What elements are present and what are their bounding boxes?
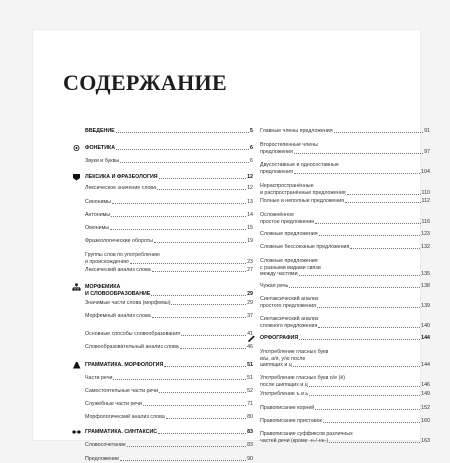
toc-page-number: 110 — [421, 189, 430, 196]
toc-page-number: 5 — [250, 128, 253, 134]
toc-entry-title: Словосочетание — [85, 442, 126, 448]
toc-entry-title: ВВЕДЕНИЕ — [85, 128, 115, 134]
toc-section-entry[interactable] — [85, 429, 253, 436]
toc-entry-title: Звуки и буквы — [85, 158, 120, 164]
toc-entry[interactable] — [260, 391, 430, 398]
toc-entry-title: Чужая речь — [260, 283, 289, 289]
dot-leader — [164, 366, 246, 367]
toc-page-number: 15 — [247, 225, 253, 231]
toc-entry-title-line: Двусоставные и односоставные — [260, 162, 339, 168]
morphemics-icon — [72, 283, 81, 291]
toc-entry-title-line: Синтаксический анализ — [260, 316, 319, 322]
toc-entry-title: ЛЕКСИКА И ФРАЗЕОЛОГИЯ — [85, 174, 158, 180]
toc-entry[interactable] — [260, 418, 430, 425]
toc-entry[interactable] — [85, 442, 253, 449]
toc-entry[interactable] — [260, 375, 430, 388]
toc-entry[interactable] — [85, 199, 253, 206]
toc-page-number: 13 — [247, 199, 253, 205]
toc-page-number: 83 — [247, 429, 253, 435]
toc-entry-title: Правописание корней — [260, 405, 315, 411]
toc-entry-title: Предложение — [85, 456, 120, 462]
toc-page-number: 27 — [247, 267, 253, 273]
toc-entry[interactable] — [85, 300, 253, 307]
toc-entry-title: предложения — [260, 168, 294, 175]
toc-entry[interactable] — [85, 456, 253, 463]
dot-leader — [289, 287, 420, 288]
dot-leader — [329, 442, 420, 443]
toc-page-number: 6 — [250, 145, 253, 151]
toc-page-number: 138 — [421, 283, 430, 289]
toc-entry[interactable] — [85, 375, 253, 382]
toc-entry[interactable] — [85, 225, 253, 232]
toc-entry-title: простое предложение — [260, 218, 315, 225]
toc-entry[interactable] — [260, 316, 430, 329]
toc-entry[interactable] — [260, 162, 430, 175]
phonetics-icon — [72, 144, 81, 152]
toc-entry-title-line: Второстепенные члены — [260, 142, 318, 148]
toc-page-number: 135 — [421, 271, 430, 278]
toc-entry-title: Самостоятельные части речи — [85, 388, 159, 394]
toc-entry[interactable] — [85, 185, 253, 192]
toc-entry-title-line: Употребление гласных букв о/е (ё) — [260, 375, 346, 381]
toc-entry-title: Основные способы словообразования — [85, 331, 181, 337]
toc-section-entry[interactable] — [260, 335, 430, 342]
toc-entry-title: между частями — [260, 271, 298, 278]
toc-page-number: 71 — [247, 401, 253, 407]
toc-entry[interactable] — [260, 283, 430, 290]
toc-page-number: 139 — [421, 302, 430, 309]
toc-entry-title: Лексический анализ слова — [85, 267, 151, 273]
dot-leader — [294, 153, 423, 154]
toc-page-number: 144 — [421, 335, 430, 341]
dot-leader — [111, 216, 246, 217]
toc-entry-title: шипящих и ц — [260, 362, 292, 369]
toc-page-number: 160 — [421, 418, 430, 424]
toc-entry-title-line: Осложнённое — [260, 212, 294, 218]
toc-entry-title: сложного предложения — [260, 322, 318, 329]
toc-entry[interactable] — [260, 258, 430, 278]
dot-leader — [154, 242, 246, 243]
toc-entry-title: ФОНЕТИКА — [85, 145, 116, 151]
toc-page-number: 112 — [421, 198, 430, 204]
toc-entry[interactable] — [260, 142, 430, 155]
toc-page-number: 146 — [421, 381, 430, 388]
toc-page-number: 140 — [421, 322, 430, 329]
toc-entry-title: Морфологический анализ слова — [85, 414, 165, 420]
toc-page-number: 37 — [247, 313, 253, 319]
toc-entry[interactable] — [85, 401, 253, 408]
dot-leader — [345, 202, 420, 203]
dot-leader — [293, 366, 420, 367]
toc-page-number: 19 — [247, 238, 253, 244]
toc-entry[interactable] — [85, 344, 253, 351]
toc-entry[interactable] — [85, 158, 253, 165]
toc-section-entry[interactable] — [85, 145, 253, 152]
toc-entry-title: Морфемный анализ слова — [85, 313, 151, 319]
toc-entry-title-line: Сложные предложения — [260, 258, 318, 264]
toc-entry-title: Сложные бессоюзные предложения — [260, 244, 350, 250]
toc-entry[interactable] — [85, 267, 253, 274]
toc-entry-title: Служебные части речи — [85, 401, 142, 407]
dot-leader — [166, 418, 246, 419]
toc-entry[interactable] — [260, 212, 430, 225]
dot-leader — [315, 409, 420, 410]
toc-page-number: 41 — [247, 331, 253, 337]
dot-leader — [120, 162, 249, 163]
dot-leader — [317, 307, 420, 308]
toc-entry-title: частей речи (кроме -н-/-нн-) — [260, 437, 329, 444]
toc-page-number: 46 — [247, 344, 253, 350]
dot-leader — [112, 203, 246, 204]
dot-leader — [158, 433, 246, 434]
toc-entry[interactable] — [260, 296, 430, 309]
toc-entry[interactable] — [85, 388, 253, 395]
toc-entry-title: простого предложения — [260, 302, 316, 309]
toc-page-number: 90 — [247, 456, 253, 462]
toc-entry-title: и происхождению — [85, 258, 129, 265]
dot-leader — [315, 223, 420, 224]
dot-leader — [323, 422, 420, 423]
toc-entry-title-line: Синтаксический анализ — [260, 296, 319, 302]
morphology-icon — [72, 361, 81, 369]
toc-page-number: 29 — [247, 290, 253, 297]
toc-entry-title-line: и/ы, а/я, у/ю после — [260, 355, 306, 362]
toc-section-entry[interactable] — [85, 174, 253, 181]
toc-entry-title-line: Группы слов по употреблению — [85, 252, 160, 258]
dot-leader — [151, 295, 246, 296]
dot-leader — [113, 379, 246, 380]
toc-entry[interactable] — [260, 349, 430, 369]
toc-page-number: 12 — [247, 174, 253, 180]
dot-leader — [294, 173, 420, 174]
toc-entry-title: ГРАММАТИКА. СИНТАКСИС — [85, 429, 158, 435]
toc-entry-title: Употребление ъ и ь — [260, 391, 309, 397]
toc-entry-title: Лексическое значение слова — [85, 185, 157, 191]
toc-entry[interactable] — [260, 405, 430, 412]
toc-entry[interactable] — [260, 231, 430, 238]
dot-leader — [309, 395, 420, 396]
toc-entry-title: И СЛОВООБРАЗОВАНИЕ — [85, 290, 151, 297]
dot-leader — [334, 132, 424, 133]
toc-entry-title-line: МОРФЕМИКА — [85, 284, 121, 290]
dot-leader — [159, 392, 246, 393]
toc-entry-title-line: Правописание суффиксов различных — [260, 431, 353, 437]
toc-entry-title-line: Употребление гласных букв — [260, 349, 329, 355]
dot-leader — [299, 275, 421, 276]
toc-entry[interactable] — [260, 244, 430, 251]
toc-page-number: 83 — [247, 442, 253, 448]
toc-page-number: 52 — [247, 388, 253, 394]
book-page — [33, 30, 430, 462]
toc-entry[interactable] — [85, 313, 253, 320]
dot-leader — [127, 446, 246, 447]
toc-page-number: 116 — [421, 218, 430, 225]
toc-page-number: 132 — [421, 244, 430, 250]
toc-page-number: 97 — [424, 148, 430, 155]
toc-page-number: 91 — [424, 128, 430, 134]
dot-leader — [319, 235, 421, 236]
toc-entry-title: Части речи — [85, 375, 113, 381]
dot-leader — [181, 335, 246, 336]
toc-entry-title: ГРАММАТИКА. МОРФОЛОГИЯ — [85, 362, 164, 368]
toc-entry[interactable] — [260, 198, 430, 205]
toc-entry-title: после шипящих и ц — [260, 381, 308, 388]
dot-leader — [180, 348, 246, 349]
dot-leader — [120, 460, 246, 461]
dot-leader — [116, 132, 249, 133]
toc-entry-title: предложения — [260, 148, 294, 155]
toc-page-number: 6 — [250, 158, 253, 164]
toc-entry-title: Синонимы — [85, 199, 111, 205]
toc-section-entry[interactable] — [85, 362, 253, 369]
toc-entry[interactable] — [260, 183, 430, 196]
dot-leader — [152, 271, 246, 272]
toc-page-number: 80 — [247, 414, 253, 420]
toc-page-number: 12 — [247, 185, 253, 191]
syntax-icon — [72, 428, 81, 436]
toc-entry-title-line: с разными видами связи — [260, 264, 321, 271]
dot-leader — [116, 149, 249, 150]
orthography-icon — [247, 334, 256, 342]
toc-entry-title: Словообразовательный анализ слова — [85, 344, 179, 350]
dot-leader — [143, 405, 246, 406]
dot-leader — [350, 248, 420, 249]
dot-leader — [299, 339, 420, 340]
toc-entry[interactable] — [85, 414, 253, 421]
toc-page-number: 51 — [247, 375, 253, 381]
toc-page-number: 104 — [421, 168, 430, 175]
toc-entry-title: Антонимы — [85, 212, 111, 218]
toc-page-number: 51 — [247, 362, 253, 368]
toc-page-number: 123 — [421, 231, 430, 237]
toc-entry-title: Значимые части слова (морфемы) — [85, 300, 171, 306]
toc-entry[interactable] — [85, 238, 253, 245]
toc-entry[interactable] — [85, 252, 253, 265]
dot-leader — [110, 229, 246, 230]
dot-leader — [159, 178, 247, 179]
dot-leader — [318, 327, 420, 328]
page-title: СОДЕРЖАНИЕ — [63, 70, 227, 95]
toc-entry-title: Фразеологические обороты — [85, 238, 153, 244]
toc-entry[interactable] — [85, 331, 253, 338]
toc-entry-title: Омонимы — [85, 225, 110, 231]
toc-page-number: 152 — [421, 405, 430, 411]
dot-leader — [130, 263, 246, 264]
dot-leader — [152, 317, 246, 318]
dot-leader — [347, 194, 421, 195]
toc-entry-title: Правописание приставок — [260, 418, 322, 424]
dot-leader — [171, 304, 246, 305]
toc-entry[interactable] — [260, 128, 430, 135]
toc-page-number: 163 — [421, 437, 430, 444]
toc-page-number: 14 — [247, 212, 253, 218]
toc-entry-title: Полные и неполные предложения — [260, 198, 345, 204]
dot-leader — [157, 189, 246, 190]
toc-section-entry[interactable] — [85, 128, 253, 135]
toc-page-number: 149 — [421, 391, 430, 397]
toc-entry-title: ОРФОГРАФИЯ — [260, 335, 299, 341]
toc-entry[interactable] — [85, 212, 253, 219]
toc-entry-title: Сложные предложения — [260, 231, 318, 237]
toc-section-entry[interactable] — [85, 284, 253, 297]
lexicon-icon — [72, 173, 81, 181]
toc-entry-title: Главные члены предложения — [260, 128, 333, 134]
toc-page-number: 23 — [247, 258, 253, 265]
toc-entry-title: и распространённые предложения — [260, 189, 346, 196]
toc-page-number: 144 — [421, 362, 430, 369]
toc-page-number: 29 — [247, 300, 253, 306]
toc-entry-title-line: Нераспространённые — [260, 183, 314, 189]
toc-entry[interactable] — [260, 431, 430, 444]
dot-leader — [309, 386, 420, 387]
